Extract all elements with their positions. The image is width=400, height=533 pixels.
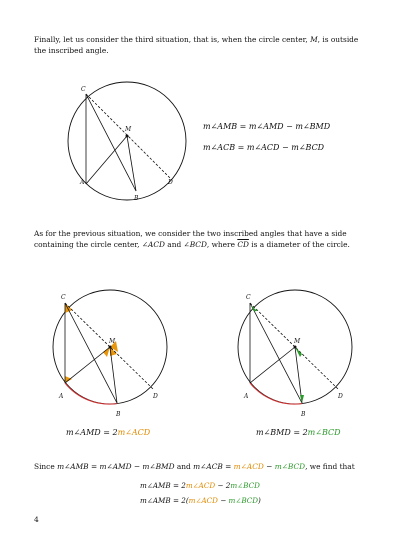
para2-cd: $\overline{CD}$ <box>237 240 249 249</box>
fig2-label-c: C <box>61 294 66 301</box>
since-eq-2: m∠ACB = <box>193 462 234 471</box>
fig2-label-d: D <box>153 393 158 400</box>
since-text-1: Since <box>34 462 58 471</box>
fig2-label-b: B <box>116 411 121 418</box>
result2-mid: − <box>217 496 229 505</box>
fig1-label-a: A <box>80 179 85 186</box>
figure-2 <box>45 285 185 425</box>
since-text-3: , we find that <box>305 462 355 471</box>
intro-m: M <box>310 35 318 44</box>
fig2-label-a: A <box>59 393 64 400</box>
fig3-label-a: A <box>244 393 249 400</box>
para2-acd: ∠ACD <box>141 240 165 249</box>
result1-mid: − 2 <box>215 481 231 490</box>
para2-and: and <box>164 240 184 249</box>
result1-bcd: m∠BCD <box>230 481 260 490</box>
fig3-label-m: M <box>294 338 301 345</box>
para2-bcd: ∠BCD <box>183 240 207 249</box>
figure-3 <box>230 285 370 425</box>
result-equation-2 <box>140 496 261 505</box>
fig3-caption-colored: m∠BCD <box>307 428 341 437</box>
fig1-label-m: M <box>125 126 132 133</box>
since-eq-minus: − <box>263 462 275 471</box>
intro-paragraph <box>34 34 369 56</box>
result-equation-1 <box>140 481 260 490</box>
fig1-equation-2: m∠ACB = m∠ACD − m∠BCD <box>203 143 325 152</box>
figure-1 <box>50 80 200 210</box>
since-text-2: and <box>174 462 194 471</box>
fig2-caption-colored: m∠ACD <box>117 428 151 437</box>
paragraph-2 <box>34 228 369 250</box>
fig2-label-m: M <box>109 338 116 345</box>
result2-bcd: m∠BCD <box>228 496 259 505</box>
result1-acd: m∠ACD <box>185 481 216 490</box>
result2-prefix: m∠AMB = 2( <box>140 496 189 505</box>
para2-text: As for the previous situation, we consider the two inscribed angles that have a side containing the circle center, <box>34 229 347 249</box>
since-paragraph <box>34 461 369 472</box>
page-number: 4 <box>34 515 39 524</box>
result2-acd: m∠ACD <box>188 496 218 505</box>
fig1-label-d: D <box>168 179 173 186</box>
fig3-label-d: D <box>338 393 343 400</box>
fig3-caption-prefix: m∠BMD = 2 <box>256 428 308 437</box>
fig3-label-b: B <box>301 411 306 418</box>
result2-suffix: ) <box>258 496 261 505</box>
fig2-caption <box>66 428 150 437</box>
intro-text-after: , is outside the inscribed angle. <box>34 35 359 55</box>
fig1-label-b: B <box>134 195 139 202</box>
since-eq-bcd: m∠BCD <box>274 462 306 471</box>
fig3-caption <box>256 428 341 437</box>
fig1-label-c: C <box>81 86 86 93</box>
since-eq-1: m∠AMB = m∠AMD − m∠BMD <box>57 462 175 471</box>
result1-prefix: m∠AMB = 2 <box>140 481 186 490</box>
since-eq-acd: m∠ACD <box>233 462 264 471</box>
fig2-caption-prefix: m∠AMD = 2 <box>66 428 118 437</box>
fig1-equation-1: m∠AMB = m∠AMD − m∠BMD <box>203 122 331 131</box>
intro-text: Finally, let us consider the third situation, that is, when the circle center, <box>34 35 311 44</box>
para2-tail: is a diameter of the circle. <box>248 240 350 249</box>
fig3-label-c: C <box>246 294 251 301</box>
para2-where: , where <box>206 240 238 249</box>
